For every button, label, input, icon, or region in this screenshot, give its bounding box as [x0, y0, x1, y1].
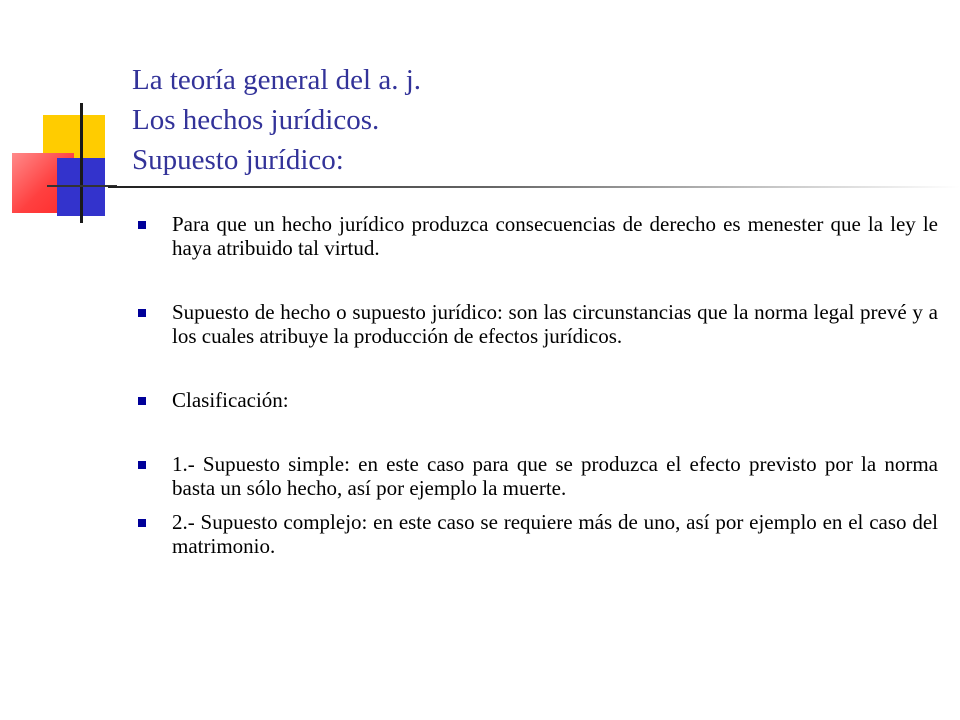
bullet-text: 1.- Supuesto simple: en este caso para que se produzca el efecto previsto por la norma basta un sólo hecho, así por ejemplo la muerte. — [172, 452, 938, 500]
bullet-list — [138, 212, 938, 558]
title-line-3: Supuesto jurídico: — [132, 144, 344, 176]
bullet-square-icon — [138, 519, 146, 527]
bullet-item — [138, 510, 938, 558]
bullet-text: 2.- Supuesto complejo: en este caso se requiere más de uno, así por ejemplo en el caso del matrimonio. — [172, 510, 938, 558]
bullet-square-icon — [138, 461, 146, 469]
vertical-line — [80, 103, 83, 223]
bullet-item — [138, 300, 938, 348]
bullet-text: Para que un hecho jurídico produzca consecuencias de derecho es menester que la ley le haya atribuido tal virtud. — [172, 212, 938, 260]
decorative-squares — [0, 95, 130, 225]
title-line-2: Los hechos jurídicos. — [132, 104, 380, 136]
horizontal-line — [47, 185, 117, 187]
bullet-text: Supuesto de hecho o supuesto jurídico: son las circunstancias que la norma legal prevé y a los cuales atribuye la producción de efectos jurídicos. — [172, 300, 938, 348]
bullet-square-icon — [138, 309, 146, 317]
bullet-item — [138, 388, 938, 412]
bullet-square-icon — [138, 397, 146, 405]
slide-title — [132, 60, 421, 180]
bullet-text: Clasificación: — [172, 388, 289, 412]
bullet-item — [138, 212, 938, 260]
bullet-square-icon — [138, 221, 146, 229]
bullet-item — [138, 452, 938, 500]
title-rule — [108, 186, 960, 188]
title-line-1: La teoría general del a. j. — [132, 64, 422, 96]
